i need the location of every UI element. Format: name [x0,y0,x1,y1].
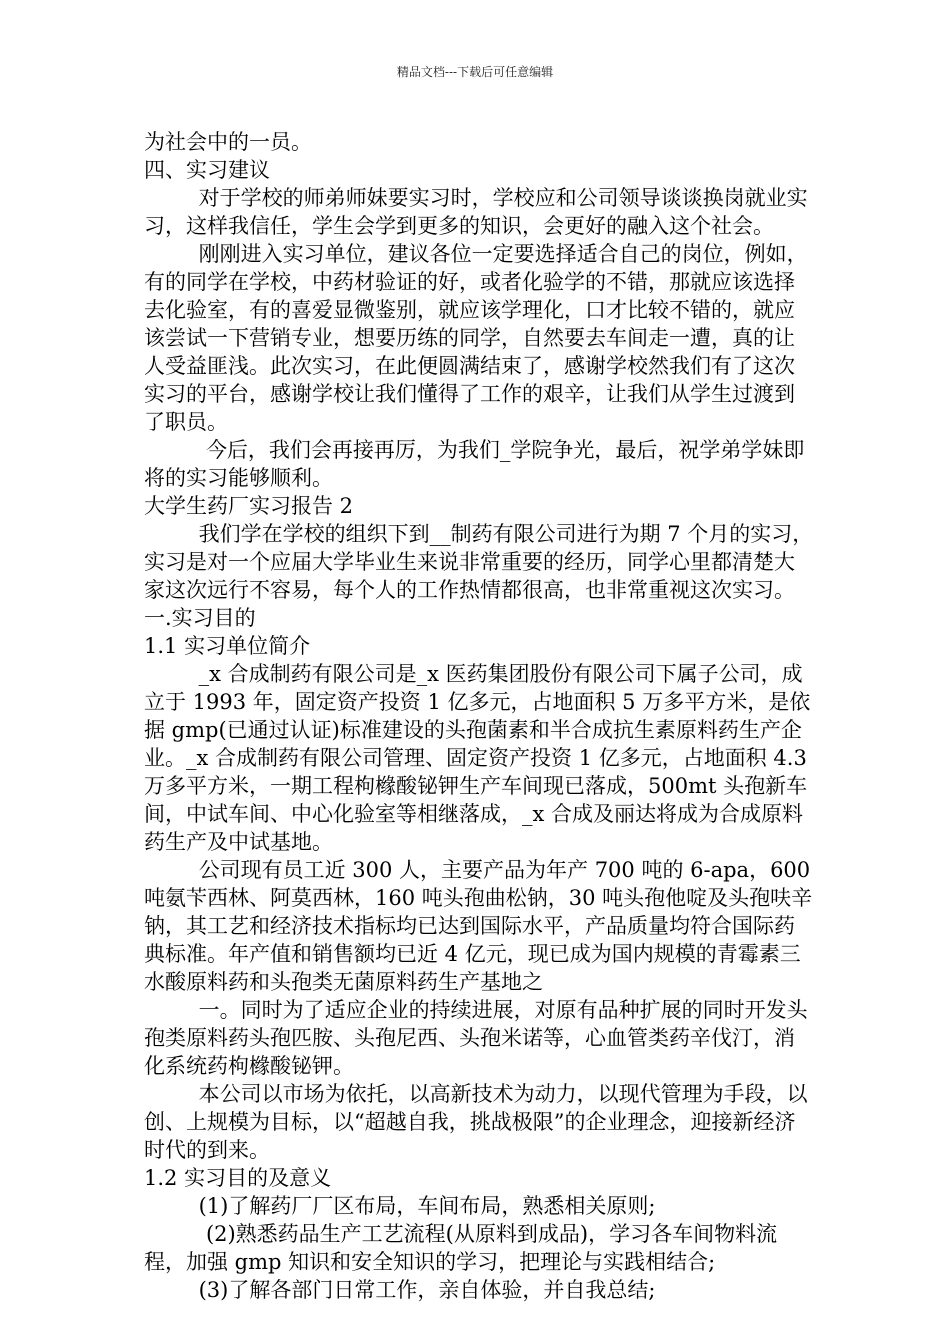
paragraph: 我们学在学校的组织下到__制药有限公司进行为期 7 个月的实习，实习是对一个应届大学毕业生来说非常重要的经历，同学心里都清楚大家这次远行不容易，每个人的工作热情都很高，也非常重视这次实习。 [144,522,814,602]
subsection-heading: 1.1 实习单位简介 [144,634,311,658]
list-item: (1)了解药厂厂区布局，车间布局，熟悉相关原则; [198,1194,656,1218]
paragraph: _x 合成制药有限公司是_x 医药集团股份有限公司下属子公司，成立于 1993 年，固定资产投资 1 亿多元，占地面积 5 万多平方米，是依据 gmp(已通过认证)标准建设的头孢菌素和半合成抗生素原料药生产企业。_x 合成制药有限公司管理、固定资产投资 1 亿多元，占地面积 4.3 万多平方米，一期工程枸橼酸铋钾生产车间现已落成，500mt 头孢新车间，中试车间、中心化验室等相继落成，_x 合成及丽达将成为合成原料药生产及中试基地。 [144,662,814,854]
list-item: (3)了解各部门日常工作，亲自体验，并自我总结; [198,1278,656,1302]
paragraph: 本公司以市场为依托，以高新技术为动力，以现代管理为手段，以创、上规模为目标，以“超越自我，挑战极限”的企业理念，迎接新经济时代的到来。 [144,1082,808,1162]
section-heading: 一.实习目的 [144,606,256,630]
paragraph: 一。同时为了适应企业的持续进展，对原有品种扩展的同时开发头孢类原料药头孢匹胺、头孢尼西、头孢米诺等，心血管类药辛伐汀，消化系统药枸橼酸铋钾。 [144,998,808,1078]
paragraph: 公司现有员工近 300 人，主要产品为年产 700 吨的 6-apa，600 吨氨苄西林、阿莫西林，160 吨头孢曲松钠，30 吨头孢他啶及头孢呋辛钠，其工艺和经济技术指标均已达到国际水平，产品质量均符合国际药典标准。年产值和销售额均已近 4 亿元，现已成为国内规模的青霉素三水酸原料药和头孢类无菌原料药生产基地之 [144,858,817,994]
list-item: (2)熟悉药品生产工艺流程(从原料到成品)，学习各车间物料流程，加强 gmp 知识和安全知识的学习，把理论与实践相结合; [144,1222,778,1274]
paragraph: 刚刚进入实习单位，建议各位一定要选择适合自己的岗位，例如，有的同学在学校，中药材验证的好，或者化验学的不错，那就应该选择去化验室，有的喜爱显微鉴别，就应该学理化，口才比较不错的，就应该尝试一下营销专业，想要历练的同学，自然要去车间走一遭，真的让人受益匪浅。此次实习，在此便圆满结束了，感谢学校然我们有了这次实习的平台，感谢学校让我们懂得了工作的艰辛，让我们从学生过渡到了职员。 [144,242,808,434]
section-heading: 四、实习建议 [144,158,270,182]
paragraph: 今后，我们会再接再厉，为我们_学院争光，最后，祝学弟学妹即将的实习能够顺利。 [144,438,805,490]
page-header: 精品文档---下载后可任意编辑 [396,65,554,79]
paragraph: 为社会中的一员。 [144,130,312,154]
subsection-heading: 1.2 实习目的及意义 [144,1166,332,1190]
document-body [144,128,817,1304]
report-title: 大学生药厂实习报告 2 [144,494,354,518]
paragraph: 对于学校的师弟师妹要实习时，学校应和公司领导谈谈换岗就业实习，这样我信任，学生会学到更多的知识，会更好的融入这个社会。 [144,186,808,238]
